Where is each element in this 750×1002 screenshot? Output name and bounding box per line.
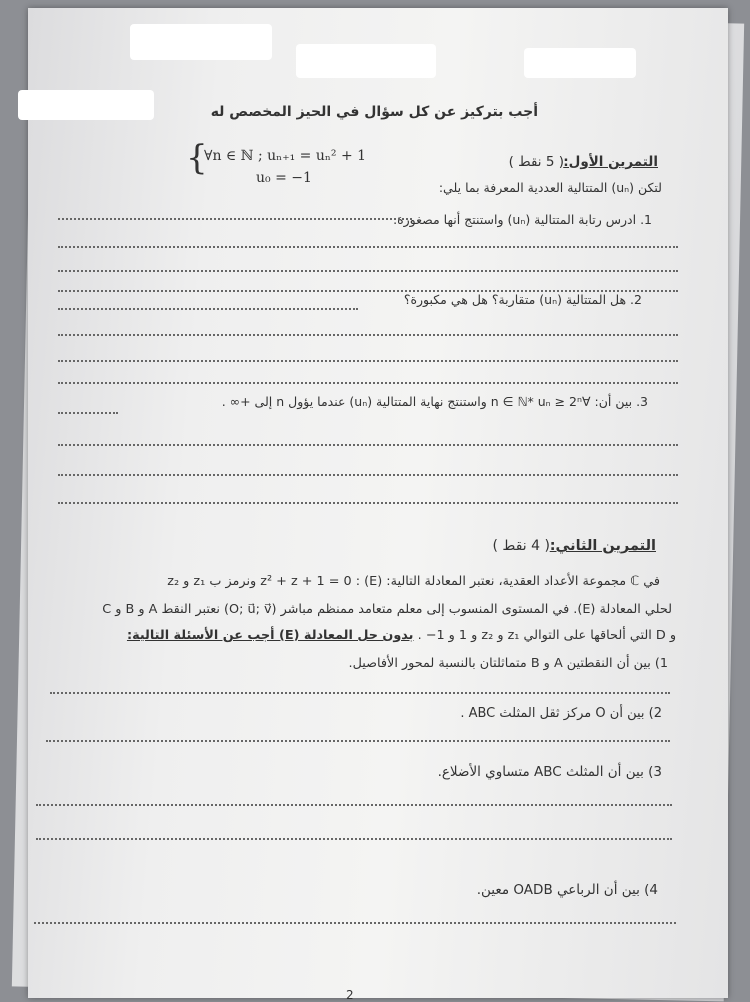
exercise-2-question-3: 3) بين أن المثلث ABC متساوي الأضلاع. xyxy=(437,764,662,780)
exercise-1-points: ( 5 نقط ) xyxy=(508,154,564,170)
exercise-2-points: ( 4 نقط ) xyxy=(492,538,550,554)
initial-term: u₀ = −1 xyxy=(256,170,312,186)
answer-line xyxy=(58,502,678,504)
exercise-2-line-2: لحلي المعادلة (E). في المستوى المنسوب إلى معلم متعامد ممنظم مباشر (O; u⃗; v⃗) نعتبر النقط A و B و C xyxy=(102,602,672,617)
exercise-2-question-4: 4) بين أن الرباعي OADB معين. xyxy=(476,882,658,898)
exercise-1-question-1: 1. ادرس رتابة المتتالية (uₙ) واستنتج أنها مصغورة. xyxy=(393,212,652,227)
answer-line xyxy=(58,412,118,414)
page-number: 2 xyxy=(346,988,354,1002)
exercise-1-question-2: 2. هل المتتالية (uₙ) متقاربة؟ هل هي مكبورة؟ xyxy=(403,292,642,307)
redacted-block xyxy=(524,48,636,78)
answer-line xyxy=(58,246,678,248)
exercise-2-line-1: في ℂ مجموعة الأعداد العقدية، نعتبر المعادلة التالية: (E) : z² + z + 1 = 0 ونرمز ب z₁ و z₂ xyxy=(167,574,660,589)
redacted-block xyxy=(18,90,154,120)
answer-line xyxy=(58,308,358,310)
answer-line xyxy=(58,334,678,336)
exercise-2-question-1: 1) بين أن النقطتين A و B متماثلتان بالنسبة لمحور الأفاصيل. xyxy=(348,656,668,671)
exercise-2-question-2: 2) بين أن O مركز ثقل المثلث ABC . xyxy=(460,706,662,721)
answer-line xyxy=(36,838,672,840)
exercise-2-line-3 xyxy=(127,628,676,643)
answer-line xyxy=(58,474,678,476)
redacted-block xyxy=(296,44,436,78)
answer-line xyxy=(58,360,678,362)
exercise-1-title: التمرين الأول: xyxy=(563,154,658,170)
instruction-heading: أجب بتركيز عن كل سؤال في الحيز المخصص له xyxy=(210,104,538,120)
exercise-1-question-3: 3. بين أن: ∀n ∈ ℕ* uₙ ≥ 2ⁿ واستنتج نهاية المتتالية (uₙ) عندما يؤول n إلى +∞ . xyxy=(221,394,648,409)
exercise-1-intro: لتكن (uₙ) المتتالية العددية المعرفة بما يلي: xyxy=(438,180,662,195)
recurrence-formula: ∀n ∈ ℕ ; uₙ₊₁ = uₙ² + 1 xyxy=(204,148,367,164)
answer-line xyxy=(58,382,678,384)
answer-line xyxy=(36,804,672,806)
exercise-2-line-3-text: و D التي ألحاقها على التوالي z₁ و z₂ و 1 و 1− . xyxy=(413,628,676,643)
exercise-2-instruction: بدون حل المعادلة (E) أجب عن الأسئلة التالية: xyxy=(126,628,414,643)
exercise-2-title: التمرين الثاني: xyxy=(549,538,656,554)
answer-line xyxy=(46,740,670,742)
answer-line xyxy=(58,270,678,272)
answer-line xyxy=(50,692,670,694)
exam-page: أجب بتركيز عن كل سؤال في الحيز المخصص له { ∀n ∈ ℕ ; uₙ₊₁ = uₙ² + 1 u₀ = −1 التمرين الأول: ( 5 نقط ) لتكن (uₙ) المتتالية العددية المعرفة بما يلي: 1. ادرس رتابة المتتالية (uₙ) واستنتج أنها مصغورة. 2. هل المتتالية (uₙ) متقاربة؟ هل هي مكبورة؟ 3. بين أن: ∀n ∈ ℕ* uₙ ≥ 2ⁿ واستنتج نهاية المتتالية (uₙ) عندما يؤول n إلى +∞ . التمرين الثاني: ( 4 نقط ) في ℂ مجموعة الأعداد العقدية، نعتبر المعادلة التالية: (E) : z² + z + 1 = 0 ونرمز ب z₁ و z₂ لحلي المعادلة (E). في المستوى المنسوب إلى معلم متعامد ممنظم مباشر (O; u⃗; v⃗) نعتبر النقط A و B و C و D التي ألحاقها على التوالي z₁ و z₂ و 1 و 1− . بدون حل المعادلة (E) أجب عن الأسئلة التالية: 1) بين أن النقطتين A و B متماثلتان بالنسبة لمحور الأفاصيل. 2) بين أن O مركز ثقل المثلث ABC . 3) بين أن المثلث ABC متساوي الأضلاع. 4) بين أن الرباعي OADB معين. 2 xyxy=(28,8,728,998)
answer-line xyxy=(34,922,676,924)
answer-line xyxy=(58,218,412,220)
answer-line xyxy=(58,444,678,446)
redacted-block xyxy=(130,24,272,60)
